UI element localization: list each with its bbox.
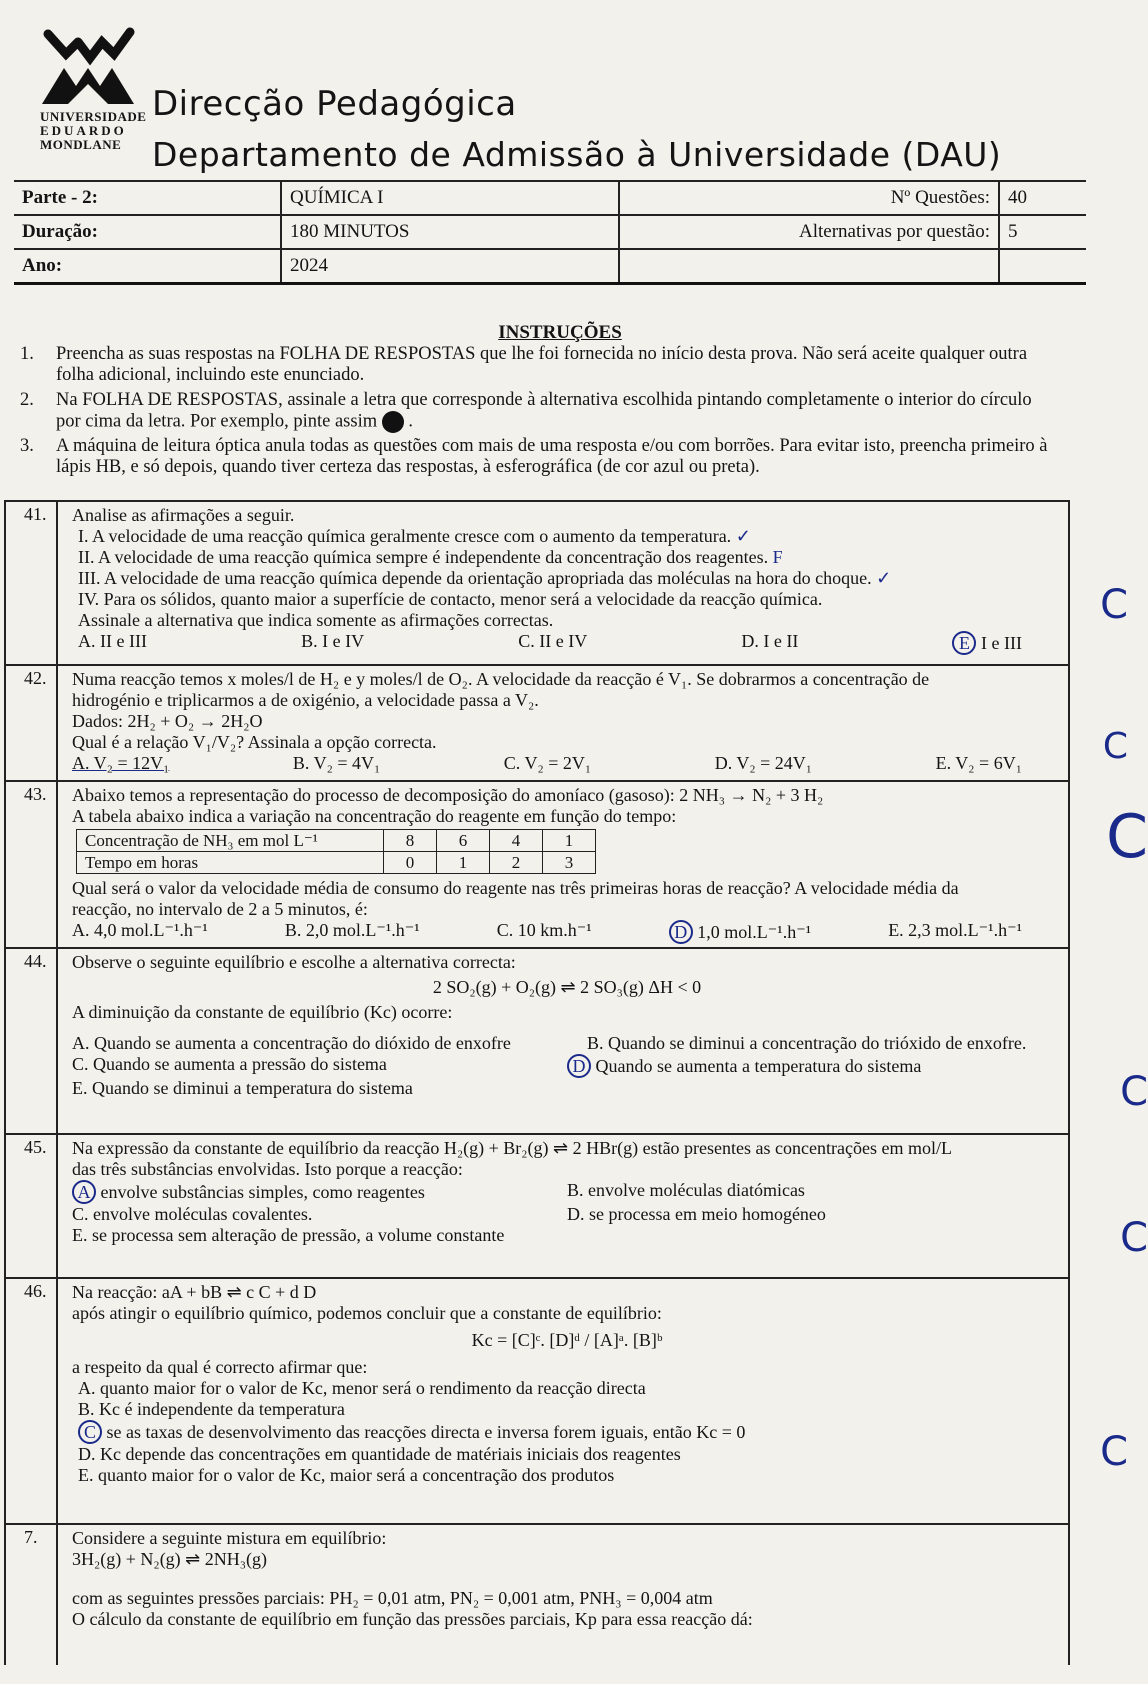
option-c[interactable]: C. envolve moléculas covalentes. [72, 1204, 313, 1224]
question-number: 42. [6, 666, 58, 780]
question-line: Abaixo temos a representação do processo de decomposição do amoníaco (gasoso): 2 NH₃ → N₂ + 3 H₂ [72, 785, 824, 805]
instruction-text: Na FOLHA DE RESPOSTAS, assinale a letra que corresponde à alternativa escolhida pintando completamente o interior do círculo por cima da letra. Por exemplo, pinte assim [56, 390, 1032, 432]
option-d[interactable] [567, 1054, 1062, 1078]
option-b[interactable]: B. Quando se diminui a concentração do trióxido de enxofre. [587, 1033, 1027, 1053]
question-line: Na expressão da constante de equilíbrio da reacção H₂(g) + Br₂(g) ⇌ 2 HBr(g) estão presentes as concentrações em mol/L [72, 1138, 952, 1158]
option-c[interactable]: C. V₂ = 2V₁ [503, 753, 592, 773]
question-46 [4, 1277, 1128, 1523]
instruction-text: A máquina de leitura óptica anula todas as questões com mais de uma resposta e/ou com borrões. Para evitar isto, preencha primeiro à lápis HB, e só depois, quando tiver certeza das respostas, à esferográfica (de cor azul ou preta). [56, 436, 1048, 477]
parte-value: QUÍMICA I [281, 181, 619, 215]
question-ask: Assinale a alternativa que indica somente as afirmações correctas. [78, 610, 554, 630]
question-line: A tabela abaixo indica a variação na concentração do reagente em função do tempo: [72, 806, 677, 826]
check-mark-icon: ✓ [735, 526, 751, 546]
question-line: Considere a seguinte mistura em equilíbrio: [72, 1528, 387, 1548]
questions [0, 500, 1148, 1665]
option-d-text: 1,0 mol.L⁻¹.h⁻¹ [697, 922, 812, 942]
option-c[interactable]: C. Quando se aumenta a pressão do sistema [72, 1054, 387, 1074]
question-42 [4, 664, 1128, 780]
question-line: A diminuição da constante de equilíbrio (Kc) ocorre: [72, 1002, 453, 1022]
instructions-title: INSTRUÇÕES [498, 322, 622, 343]
instruction-number: 2. [20, 390, 34, 410]
handwritten-c-mark: C [1120, 1069, 1148, 1115]
alt-value: 5 [999, 215, 1086, 249]
instruction-2: 2. Na FOLHA DE RESPOSTAS, assinale a letra que corresponde à alternativa escolhida pintando completamente o interior do círculo por cima da letra. Por exemplo, pinte assim . [20, 390, 1032, 432]
nquest-value: 40 [999, 181, 1086, 215]
row-label: Concentração de NH₃ em mol L⁻¹ [77, 830, 384, 852]
table-cell: 3 [543, 852, 596, 874]
filled-circle-example-icon [382, 411, 404, 433]
handwritten-f: F [772, 547, 783, 567]
instruction-text: Preencha as suas respostas na FOLHA DE RESPOSTAS que lhe foi fornecida no início desta prova. Não será aceite qualquer outra folha adicional, incluindo este enunciado. [56, 344, 1028, 385]
instruction-1 [20, 344, 1050, 386]
question-intro: Analise as afirmações a seguir. [72, 505, 295, 525]
question-number: 43. [6, 782, 58, 947]
question-line: a respeito da qual é correcto afirmar que: [72, 1357, 368, 1377]
option-a[interactable] [72, 1180, 567, 1204]
option-e[interactable]: E. Quando se diminui a temperatura do sistema [72, 1078, 413, 1098]
statement-2: II. A velocidade de uma reacção química sempre é independente da concentração dos reagentes. [78, 547, 769, 567]
option-c[interactable]: C. II e IV [518, 631, 588, 651]
circled-answer-icon: D [669, 920, 693, 944]
question-45 [4, 1133, 1148, 1277]
handwritten-c-mark: C [1106, 802, 1148, 872]
question-line: O cálculo da constante de equilíbrio em função das pressões parciais, Kp para essa reacção dá: [72, 1609, 753, 1629]
option-a[interactable]: A. 4,0 mol.L⁻¹.h⁻¹ [72, 920, 208, 940]
question-number: 46. [6, 1279, 58, 1523]
duracao-label: Duração: [14, 215, 281, 249]
instruction-number: 1. [20, 344, 34, 364]
question-number: 45. [6, 1135, 58, 1277]
question-43 [4, 780, 1148, 947]
empty-cell [619, 249, 999, 284]
question-41 [4, 500, 1128, 664]
university-name [40, 110, 146, 152]
option-d[interactable]: D. V₂ = 24V₁ [714, 753, 813, 773]
option-e[interactable]: E. quanto maior for o valor de Kc, maior será a concentração dos produtos [78, 1465, 615, 1485]
statement-4: IV. Para os sólidos, quanto maior a superfície de contacto, menor será a velocidade da reacção química. [78, 589, 823, 609]
circled-answer-icon: A [72, 1180, 96, 1204]
option-a[interactable]: A. II e III [78, 631, 147, 651]
header-title-1: Direcção Pedagógica [152, 84, 517, 124]
question-44 [4, 947, 1148, 1133]
option-e[interactable]: E. V₂ = 6V₁ [935, 753, 1022, 773]
handwritten-c-mark: C [1100, 582, 1128, 628]
equilibrium-equation: 3H₂(g) + N₂(g) ⇌ 2NH₃(g) [72, 1549, 268, 1569]
option-e[interactable]: E. 2,3 mol.L⁻¹.h⁻¹ [888, 920, 1022, 940]
table-cell: 1 [437, 852, 490, 874]
question-data: Dados: 2H₂ + O₂ → 2H₂O [72, 711, 263, 731]
exam-info-table [14, 180, 1086, 285]
table-cell: 6 [437, 830, 490, 852]
header-title-2: Departamento de Admissão à Universidade (DAU) [152, 135, 1002, 174]
table-cell: 2 [490, 852, 543, 874]
option-e-text: I e III [980, 633, 1022, 653]
question-ask: Qual é a relação V₁/V₂? Assinala a opção correcta. [72, 732, 437, 752]
instruction-3 [20, 436, 1050, 478]
circled-answer-icon: C [78, 1420, 102, 1444]
option-c-text: se as taxas de desenvolvimento das reacções directa e inversa forem iguais, então Kc = 0 [106, 1422, 746, 1442]
option-c[interactable]: C. 10 km.h⁻¹ [496, 920, 592, 940]
option-b[interactable]: B. V₂ = 4V₁ [292, 753, 381, 773]
circled-answer-icon: D [567, 1054, 591, 1078]
question-47 [4, 1523, 1070, 1665]
statement-3: III. A velocidade de uma reacção química depende da orientação apropriada das moléculas na hora do choque. [78, 568, 872, 588]
kc-expression: Kc = [C]ᶜ. [D]ᵈ / [A]ᵃ. [B]ᵇ [471, 1330, 663, 1350]
option-d[interactable] [669, 920, 811, 944]
question-line: com as seguintes pressões parciais: PH₂ = 0,01 atm, PN₂ = 0,001 atm, PNH₃ = 0,004 atm [72, 1588, 713, 1608]
option-a[interactable]: A. V₂ = 12V₁ [72, 753, 170, 773]
option-b[interactable]: B. envolve moléculas diatómicas [567, 1180, 805, 1200]
question-number: 7. [6, 1525, 58, 1665]
option-d[interactable]: D. Kc depende das concentrações em quantidade de matériais iniciais dos reagentes [78, 1444, 681, 1464]
handwritten-c-mark: C [1100, 1429, 1128, 1475]
option-b[interactable]: B. I e IV [301, 631, 365, 651]
parte-label: Parte - 2: [14, 181, 281, 215]
duracao-value: 180 MINUTOS [281, 215, 619, 249]
question-line: Numa reacção temos x moles/l de H₂ e y moles/l de O₂. A velocidade da reacção é V₁. Se dobrarmos a concentração de [72, 669, 930, 689]
table-cell: 1 [543, 830, 596, 852]
table-cell: 8 [384, 830, 437, 852]
option-e[interactable] [952, 631, 1021, 655]
university-line-3: MONDLANE [40, 137, 122, 152]
statement-1: I. A velocidade de uma reacção química geralmente cresce com o aumento da temperatura. [78, 526, 732, 546]
option-a-text: envolve substâncias simples, como reagentes [100, 1182, 425, 1202]
circled-answer-icon: E [952, 631, 976, 655]
option-b[interactable]: B. Kc é independente da temperatura [78, 1399, 345, 1419]
university-line-1: UNIVERSIDADE [40, 109, 147, 124]
check-mark-icon: ✓ [876, 568, 892, 588]
question-line: hidrogénio e triplicarmos a de oxigénio, a velocidade passa a V₂. [72, 690, 539, 710]
option-b[interactable]: B. 2,0 mol.L⁻¹.h⁻¹ [284, 920, 420, 940]
question-number: 41. [6, 502, 58, 664]
row-label: Tempo em horas [77, 852, 384, 874]
question-number: 44. [6, 949, 58, 1133]
question-line: Na reacção: aA + bB ⇌ c C + d D [72, 1282, 317, 1302]
ano-value: 2024 [281, 249, 619, 284]
question-line: após atingir o equilíbrio químico, podemos concluir que a constante de equilíbrio: [72, 1303, 662, 1323]
alt-label: Alternativas por questão: [619, 215, 999, 249]
concentration-table [76, 829, 596, 874]
table-cell: 4 [490, 830, 543, 852]
option-a[interactable]: A. quanto maior for o valor de Kc, menor será o rendimento da reacção directa [78, 1378, 646, 1398]
option-d[interactable]: D. se processa em meio homogéneo [567, 1204, 826, 1224]
option-d-text: Quando se aumenta a temperatura do sistema [595, 1056, 922, 1076]
option-d[interactable]: D. I e II [741, 631, 799, 651]
instruction-number: 3. [20, 436, 34, 456]
question-line: das três substâncias envolvidas. Isto porque a reacção: [72, 1159, 463, 1179]
handwritten-c-mark: C [1102, 726, 1128, 767]
equilibrium-equation: 2 SO₂(g) + O₂(g) ⇌ 2 SO₃(g) ΔH < 0 [432, 977, 702, 997]
university-line-2: EDUARDO [40, 123, 127, 138]
handwritten-c-mark: C [1120, 1215, 1148, 1261]
question-line: Qual será o valor da velocidade média de consumo do reagente nas três primeiras horas de reacção? A velocidade média da [72, 878, 959, 898]
question-line: Observe o seguinte equilíbrio e escolhe a alternativa correcta: [72, 952, 516, 972]
nquest-label: Nº Questões: [619, 181, 999, 215]
table-cell: 0 [384, 852, 437, 874]
option-a[interactable]: A. Quando se aumenta a concentração do dióxido de enxofre [72, 1033, 511, 1053]
question-line: reacção, no intervalo de 2 a 5 minutos, é: [72, 899, 368, 919]
option-c[interactable] [72, 1420, 1062, 1444]
empty-cell [999, 249, 1086, 284]
option-e[interactable]: E. se processa sem alteração de pressão, a volume constante [72, 1225, 505, 1245]
ano-label: Ano: [14, 249, 281, 284]
